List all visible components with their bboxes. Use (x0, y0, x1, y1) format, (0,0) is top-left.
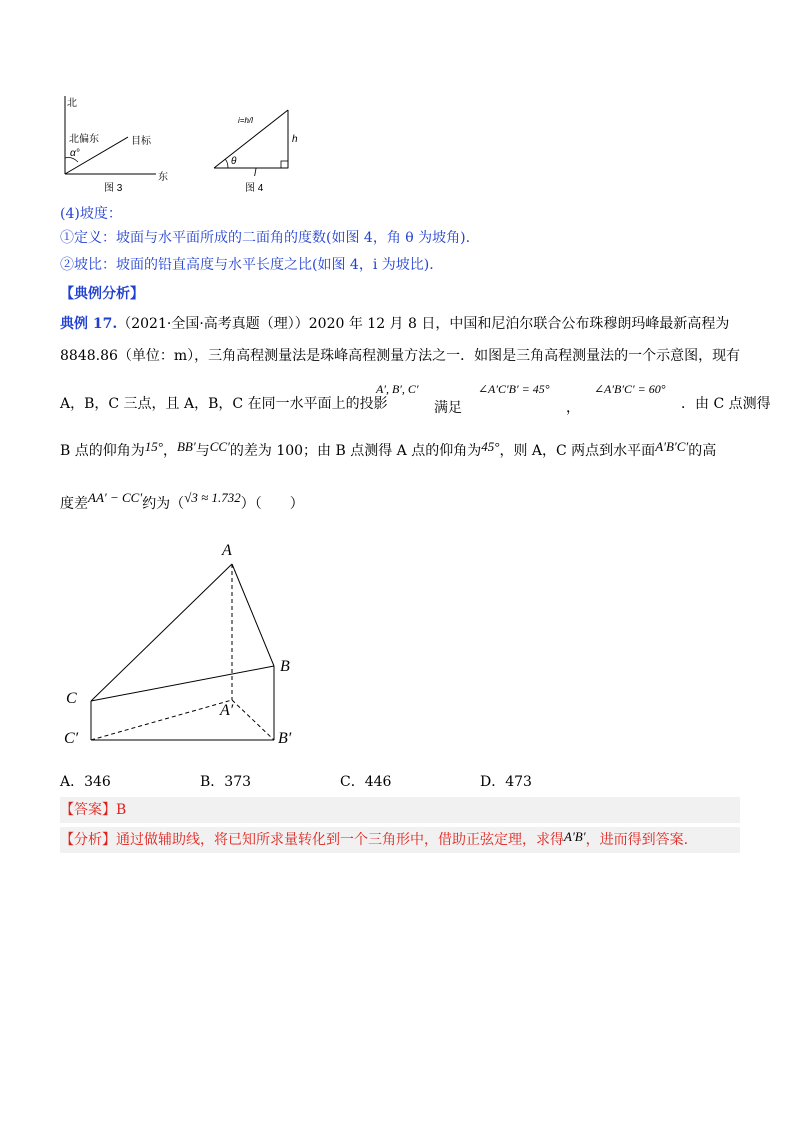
elevation-c-text: B 点的仰角为 (60, 443, 145, 459)
approx-text: 约为（ (142, 496, 185, 512)
plane-text: ，则 A，C 两点到水平面 (499, 443, 656, 459)
theta-label: θ (231, 156, 237, 167)
example-line-3-end: ．由 C 点测得 (681, 396, 771, 412)
figure-3 (58, 92, 178, 192)
point-a-label: A (222, 542, 232, 559)
bb-prime: BB′ (176, 439, 196, 454)
example-line-5 (60, 490, 304, 514)
comma-text: ， (162, 443, 177, 459)
length-label: l (254, 168, 257, 179)
slope-ratio-definition: ②坡比：坡面的铅直高度与水平长度之比(如图 4，i 为坡比). (60, 257, 434, 273)
choice-a[interactable]: A．346 (60, 774, 111, 790)
height-text: 的高 (688, 443, 717, 459)
choice-b[interactable]: B．373 (200, 774, 252, 790)
north-east-label: 北偏东 (69, 134, 99, 145)
analysis-math: A′B′ (564, 829, 586, 844)
angle-15: 15° (144, 439, 163, 454)
comma-separator: ， (566, 400, 580, 416)
figure-4 (208, 104, 308, 194)
cc-prime: CC′ (209, 439, 230, 454)
example-line-1 (60, 314, 729, 334)
east-label: 东 (158, 172, 168, 183)
figure-4-caption: 图 4 (245, 183, 264, 194)
angle-b-condition: ∠A′B′C′ = 60° (594, 382, 666, 396)
analysis-end: ，进而得到答案. (585, 832, 689, 848)
blank-parentheses: ）（ ） (240, 496, 304, 512)
point-c-prime-label: C′ (64, 730, 79, 747)
height-label: h (292, 134, 298, 145)
analysis-tag: 【分析】 (60, 832, 116, 848)
geometry-diagram (60, 540, 310, 755)
target-label: 目标 (131, 136, 151, 147)
analysis-text: 通过做辅助线，将已知所求量转化到一个三角形中，借助正弦定理，求得 (116, 832, 564, 848)
example-line-2: 8848.86（单位：m），三角高程测量法是珠峰高程测量方法之一．如图是三角高程测量法的一个示意图，现有 (60, 348, 741, 364)
answer-value: B (116, 802, 127, 818)
sqrt3-approx: √3 ≈ 1.732 (184, 490, 241, 505)
point-c-label: C (66, 690, 77, 707)
section-title: 【典例分析】 (60, 286, 144, 302)
answer-tag: 【答案】 (60, 802, 116, 818)
angle-c-condition: ∠A′C′B′ = 45° (478, 382, 550, 396)
slope-definition: ①定义：坡面与水平面所成的二面角的度数(如图 4，角 θ 为坡角). (60, 230, 471, 246)
answer-box (60, 797, 740, 823)
answer-line (60, 800, 126, 820)
point-b-label: B (280, 658, 290, 675)
plane-abc-prime: A′B′C′ (655, 439, 689, 454)
point-b-prime-label: B′ (278, 730, 292, 747)
height-diff-text: 度差 (60, 496, 88, 512)
analysis-line (60, 830, 688, 850)
example-line-3a: A，B，C 三点，且 A，B，C 在同一水平面上的投影 (60, 396, 388, 412)
projection-points: A′, B′, C′ (376, 382, 419, 396)
satisfy-text: 满足 (434, 400, 462, 416)
point-a-prime-label: A′ (220, 702, 234, 719)
example-source: （2021·全国·高考真题（理））2020 年 12 月 8 日，中国和尼泊尔联合公布珠穆朗玛峰最新高程为 (117, 316, 730, 332)
height-difference-expr: AA′ − CC′ (88, 490, 143, 505)
slope-ratio-label: i=h/l (238, 116, 253, 125)
north-label: 北 (67, 98, 77, 109)
example-label: 典例 17. (60, 316, 118, 332)
alpha-label: α° (70, 148, 80, 159)
slope-heading: (4)坡度： (60, 206, 122, 222)
choice-d[interactable]: D．473 (480, 774, 532, 790)
angle-45: 45° (481, 439, 500, 454)
example-line-4 (60, 441, 716, 461)
difference-text: 的差为 100；由 B 点测得 A 点的仰角为 (229, 443, 482, 459)
figure-3-caption: 图 3 (104, 183, 123, 194)
and-text: 与 (195, 443, 210, 459)
choice-c[interactable]: C．446 (340, 774, 392, 790)
prism-drawing (60, 540, 310, 755)
